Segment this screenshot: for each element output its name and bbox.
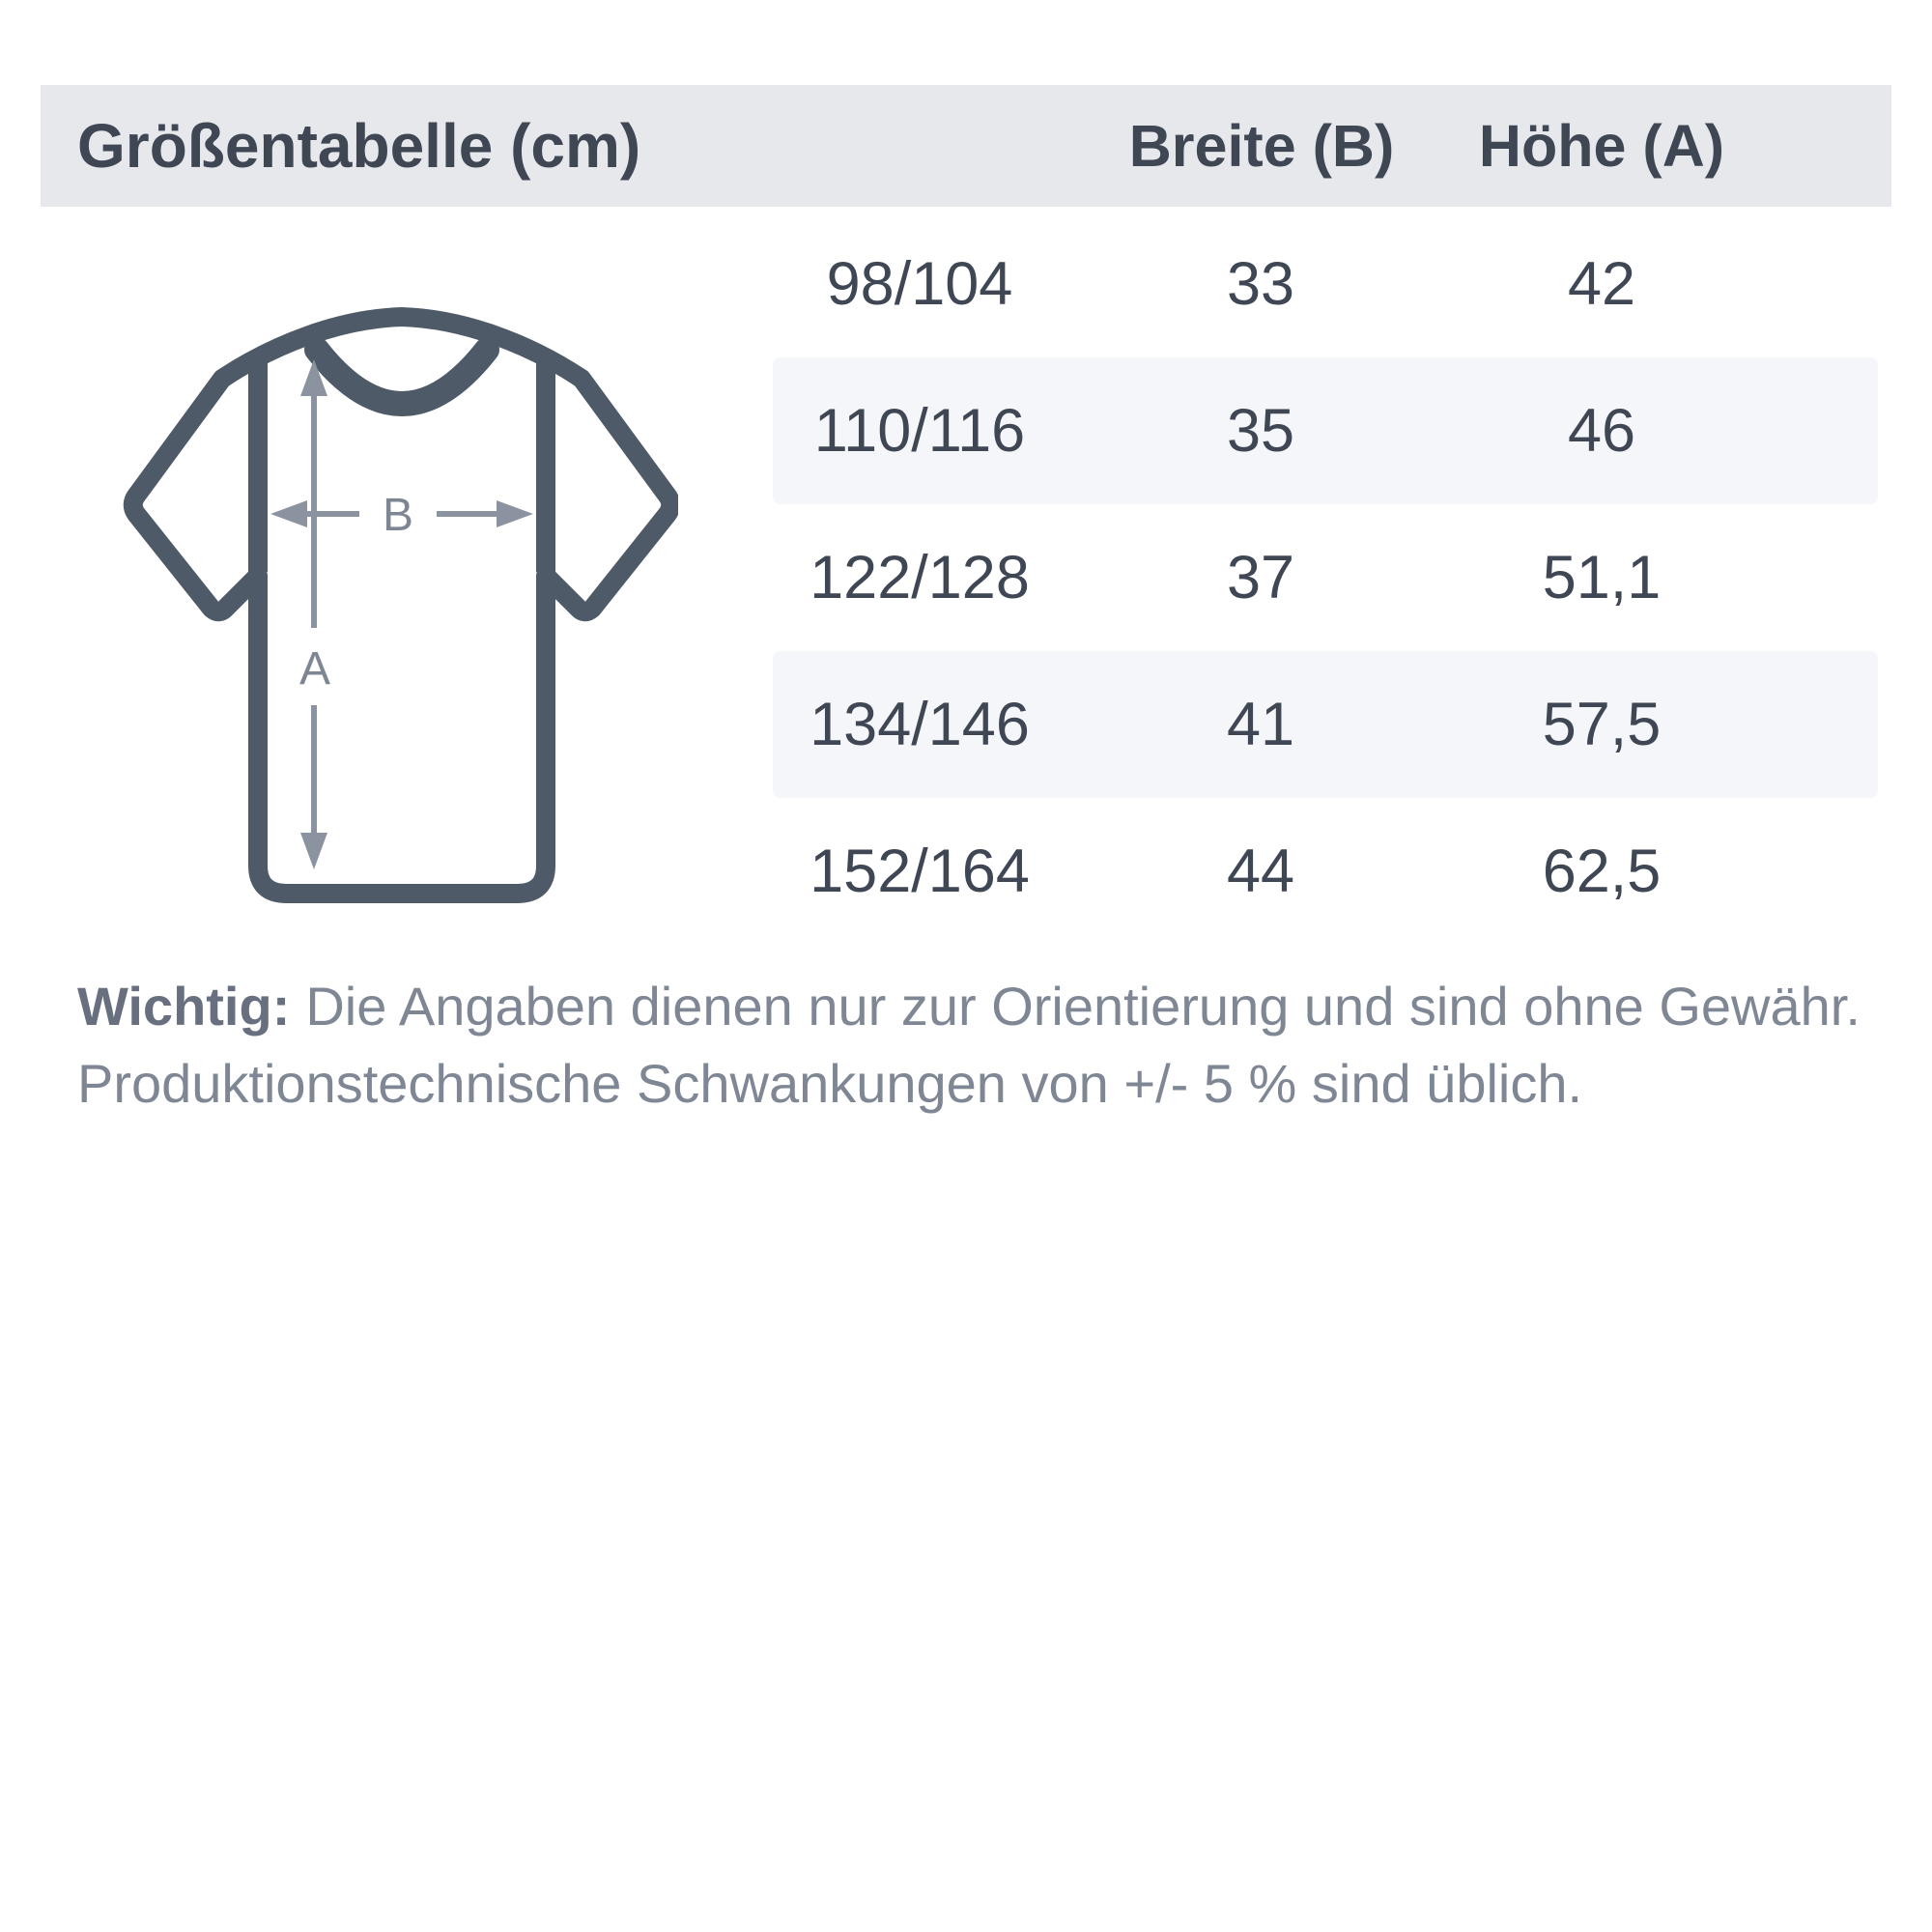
note-line-1 bbox=[77, 968, 1874, 1045]
width-cell: 35 bbox=[1226, 397, 1295, 465]
width-cell: 33 bbox=[1226, 250, 1295, 318]
height-cell: 62,5 bbox=[1542, 838, 1662, 905]
size-cell: 134/146 bbox=[810, 691, 1030, 758]
size-cell: 152/164 bbox=[810, 838, 1030, 905]
note-text-1: Die Angaben dienen nur zur Orientierung und sind ohne Gewähr. bbox=[305, 976, 1861, 1037]
height-cell: 46 bbox=[1567, 397, 1636, 465]
width-cell: 41 bbox=[1226, 691, 1295, 758]
table-header-band bbox=[41, 85, 1891, 207]
width-cell: 37 bbox=[1226, 544, 1295, 611]
note-prefix: Wichtig: bbox=[77, 976, 291, 1037]
note-text-2: Produktionstechnische Schwankungen von +/- 5 % sind üblich. bbox=[77, 1053, 1583, 1114]
size-cell: 110/116 bbox=[813, 397, 1026, 465]
height-arrow-label: A bbox=[298, 643, 331, 695]
page-title: Größentabelle (cm) bbox=[77, 111, 641, 181]
tshirt-measurement-icon bbox=[114, 288, 678, 922]
height-cell: 42 bbox=[1567, 250, 1636, 318]
height-cell: 57,5 bbox=[1542, 691, 1662, 758]
width-cell: 44 bbox=[1226, 838, 1295, 905]
size-cell: 98/104 bbox=[826, 250, 1013, 318]
disclaimer-note bbox=[77, 968, 1874, 1122]
note-line-2 bbox=[77, 1045, 1874, 1122]
height-cell: 51,1 bbox=[1542, 544, 1662, 611]
column-header-breite: Breite (B) bbox=[1128, 113, 1395, 179]
column-header-hoehe: Höhe (A) bbox=[1478, 113, 1725, 179]
width-arrow-label: B bbox=[382, 490, 414, 541]
size-cell: 122/128 bbox=[810, 544, 1030, 611]
